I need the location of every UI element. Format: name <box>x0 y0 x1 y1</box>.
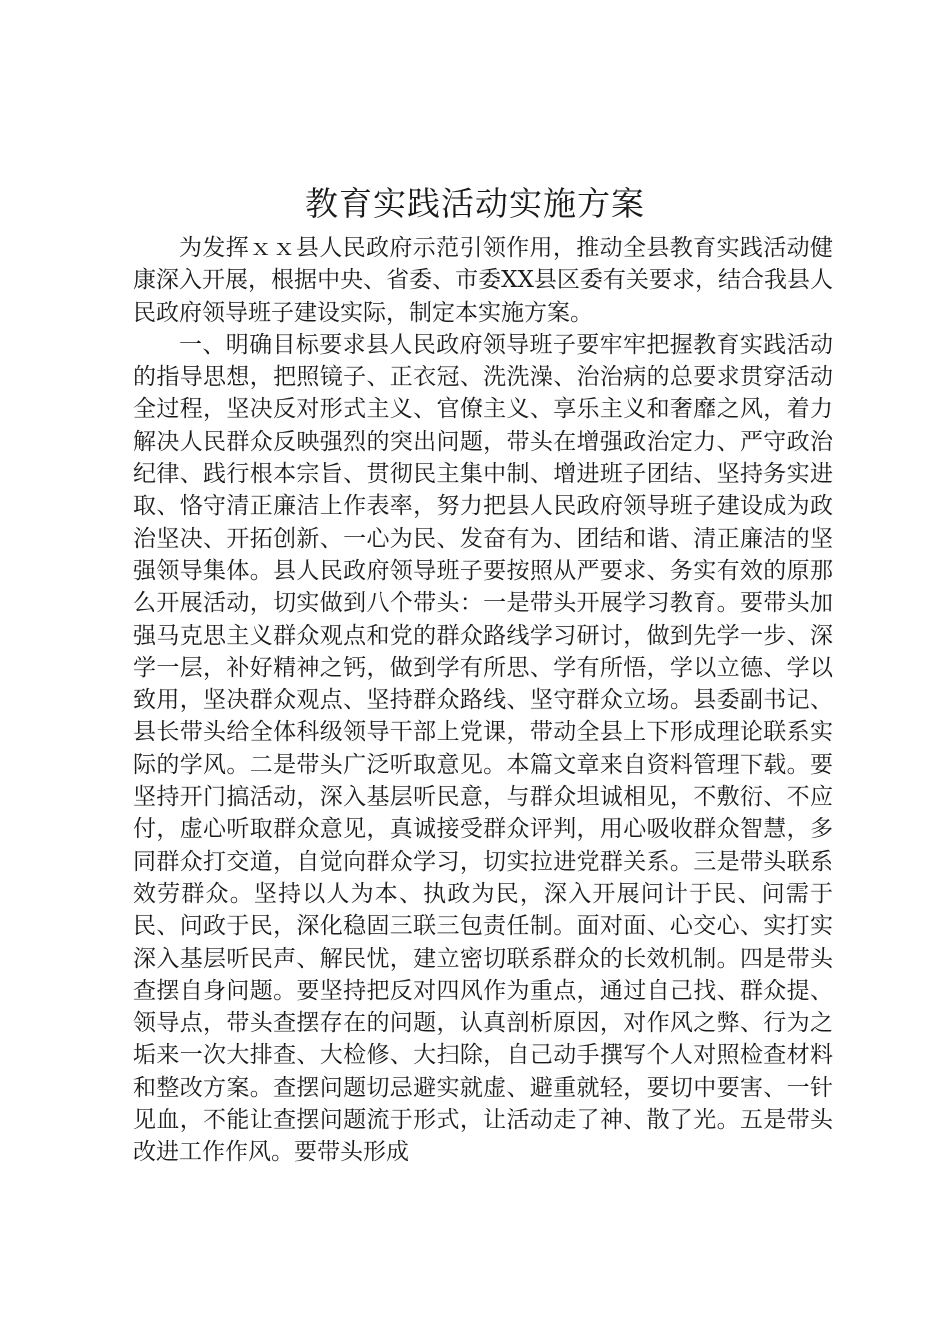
paragraph-intro: 为发挥ｘｘ县人民政府示范引领作用，推动全县教育实践活动健康深入开展，根据中央、省委、市委XX县区委有关要求，结合我县人民政府领导班子建设实际，制定本实施方案。 <box>133 235 833 326</box>
document-title: 教育实践活动实施方案 <box>305 184 645 223</box>
paragraph-section-one: 一、明确目标要求县人民政府领导班子要牢牢把握教育实践活动的指导思想，把照镜子、正衣冠、洗洗澡、治治病的总要求贯穿活动全过程，坚决反对形式主义、官僚主义、享乐主义和奢靡之风，着力解决人民群众反映强烈的突出问题，带头在增强政治定力、严守政治纪律、践行根本宗旨、贯彻民主集中制、增进班子团结、坚持务实进取、恪守清正廉洁上作表率，努力把县人民政府领导班子建设成为政治坚决、开拓创新、一心为民、发奋有为、团结和谐、清正廉洁的坚强领导集体。县人民政府领导班子要按照从严要求、务实有效的原那么开展活动，切实做到八个带头：一是带头开展学习教育。要带头加强马克思主义群众观点和党的群众路线学习研讨，做到先学一步、深学一层，补好精神之钙，做到学有所思、学有所悟，学以立德、学以致用，坚决群众观点、坚持群众路线、坚守群众立场。县委副书记、县长带头给全体科级领导干部上党课，带动全县上下形成理论联系实际的学风。二是带头广泛听取意见。本篇文章来自资料管理下载。要坚持开门搞活动，深入基层听民意，与群众坦诚相见，不敷衍、不应付，虚心听取群众意见，真诚接受群众评判，用心吸收群众智慧，多同群众打交道，自觉向群众学习，切实拉进党群关系。三是带头联系效劳群众。坚持以人为本、执政为民，深入开展问计于民、问需于民、问政于民，深化稳固三联三包责任制。面对面、心交心、实打实深入基层听民声、解民忧，建立密切联系群众的长效机制。四是带头查摆自身问题。要坚持把反对四风作为重点，通过自己找、群众提、领导点，带头查摆存在的问题，认真剖析原因，对作风之弊、行为之垢来一次大排查、大检修、大扫除，自己动手撰写个人对照检查材料和整改方案。查摆问题切忌避实就虚、避重就轻，要切中要害、一针见血，不能让查摆问题流于形式，让活动走了神、散了光。五是带头改进工作作风。要带头形成 <box>133 331 833 1166</box>
document-body <box>133 232 833 1169</box>
